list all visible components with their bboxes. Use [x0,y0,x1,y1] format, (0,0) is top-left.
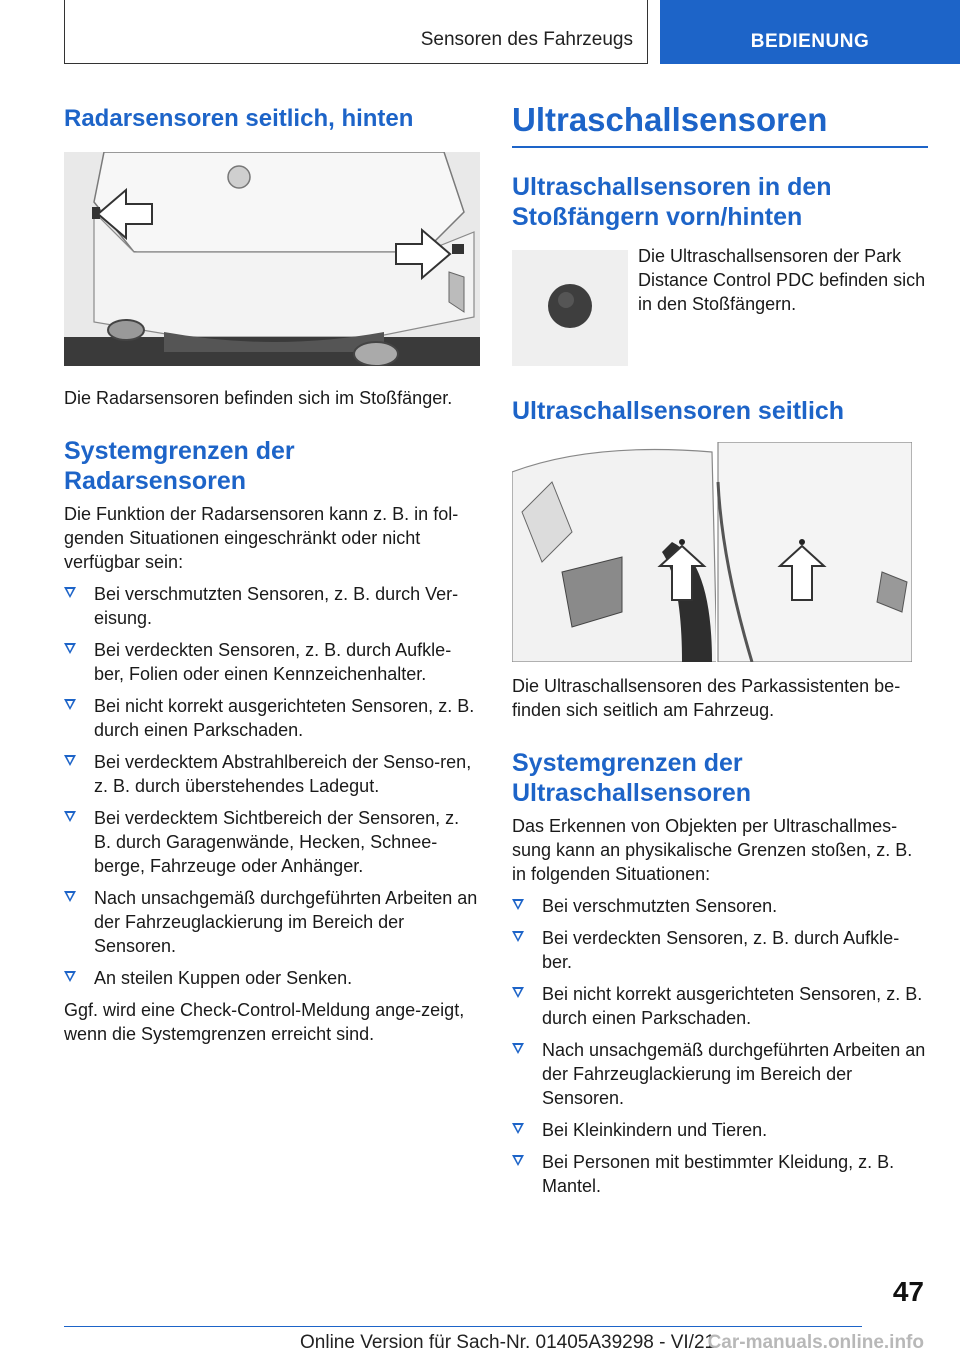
triangle-bullet-icon [512,987,524,998]
list-item: Bei verdeckten Sensoren, z. B. durch Aufkle-ber. [512,926,928,974]
right-column [512,100,928,1198]
radar-closing-note: Ggf. wird eine Check-Control-Meldung ange-zeigt, wenn die Systemgrenzen erreicht sind. [64,1000,465,1044]
list-item: An steilen Kuppen oder Senken. [64,966,480,990]
list-item: Bei verdecktem Sichtbereich der Sensoren, z. B. durch Garagenwände, Hecken, Schnee-berge, Fahrzeuge oder Anhänger. [64,806,480,878]
ultrasonic-limits-title: Systemgrenzen der Ultraschallsensoren [512,749,751,807]
triangle-bullet-icon [64,643,76,654]
ultrasonic-sensor-image [512,250,628,366]
section-header-box [64,0,648,64]
triangle-bullet-icon [64,755,76,766]
triangle-bullet-icon [64,811,76,822]
triangle-bullet-icon [64,891,76,902]
triangle-bullet-icon [512,931,524,942]
list-item: Bei Personen mit bestimmter Kleidung, z. B. Mantel. [512,1150,928,1198]
triangle-bullet-icon [512,1155,524,1166]
ultrasonic-side-image [512,442,912,662]
list-item: Bei Kleinkindern und Tieren. [512,1118,928,1142]
triangle-bullet-icon [512,1043,524,1054]
triangle-bullet-icon [64,587,76,598]
page-number: 47 [892,1276,924,1307]
radar-limits-title: Systemgrenzen der Radarsensoren [64,437,295,495]
ultrasonic-limits-list [512,894,928,1198]
list-item: Bei verschmutzten Sensoren. [512,894,928,918]
ultrasonic-limits-intro: Das Erkennen von Objekten per Ultraschallmes-sung kann an physikalische Grenzen stoßen, z. B. in folgenden Situationen: [512,816,913,884]
triangle-bullet-icon [512,1123,524,1134]
triangle-bullet-icon [64,971,76,982]
radar-limits-list [64,582,480,990]
list-item: Bei nicht korrekt ausgerichteten Sensoren, z. B. durch einen Parkschaden. [512,982,928,1030]
page-header [64,0,960,66]
ultrasonic-main-title: Ultraschallsensoren [512,100,928,148]
left-column [64,100,480,1046]
chapter-tab[interactable] [660,0,960,64]
radar-figure-caption: Die Radarsensoren befinden sich im Stoßfänger. [64,388,453,408]
list-item: Bei verdecktem Abstrahlbereich der Senso-ren, z. B. durch überstehendes Ladegut. [64,750,480,798]
radar-limits-intro: Die Funktion der Radarsensoren kann z. B. in fol-genden Situationen eingeschränkt oder nicht verfügbar sein: [64,504,459,572]
side-title: Ultraschallsensoren seitlich [512,397,845,425]
chapter-label: BEDIENUNG [750,31,870,52]
side-figure-caption: Die Ultraschallsensoren des Parkassistenten be-finden sich seitlich am Fahrzeug. [512,676,901,720]
section-title: Sensoren des Fahrzeugs [420,29,633,50]
radar-section-title: Radarsensoren seitlich, hinten [64,105,414,132]
triangle-bullet-icon [512,899,524,910]
watermark: Car-manuals.online.info [707,1332,924,1353]
front-rear-text: Die Ultraschallsensoren der Park Distance Control PDC befinden sich in den Stoßfängern. [638,246,926,314]
front-rear-title: Ultraschallsensoren in den Stoßfängern vorn/hinten [512,173,832,231]
list-item: Bei nicht korrekt ausgerichteten Sensoren, z. B. durch einen Parkschaden. [64,694,480,742]
list-item: Nach unsachgemäß durchgeführten Arbeiten an der Fahrzeuglackierung im Bereich der Sensoren. [512,1038,928,1110]
radar-rear-bumper-image [64,152,480,366]
list-item: Nach unsachgemäß durchgeführten Arbeiten an der Fahrzeuglackierung im Bereich der Sensoren. [64,886,480,958]
list-item: Bei verdeckten Sensoren, z. B. durch Aufkle-ber, Folien oder einen Kennzeichenhalter. [64,638,480,686]
triangle-bullet-icon [64,699,76,710]
front-rear-block [512,244,928,366]
footer-divider [64,1326,862,1327]
list-item: Bei verschmutzten Sensoren, z. B. durch Ver-eisung. [64,582,480,630]
footer-version: Online Version für Sach-Nr. 01405A39298 - VI/21 [300,1332,716,1353]
